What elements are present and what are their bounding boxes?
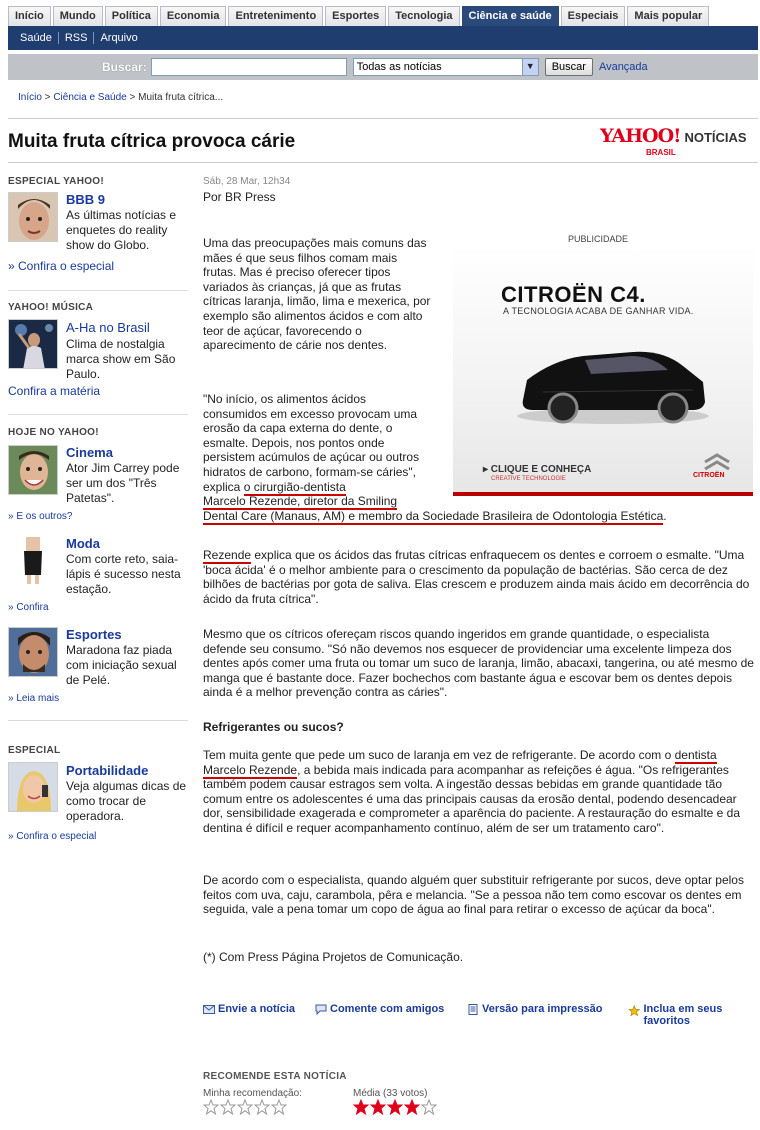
main-tabs [8, 6, 758, 26]
sidebar-desc: Veja algumas dicas de como trocar de operadora. [66, 779, 187, 823]
search-label: Buscar: [102, 60, 147, 74]
bbb-thumbnail[interactable] [8, 192, 58, 242]
star-icon [353, 1099, 369, 1115]
car-image [513, 330, 713, 430]
document-icon [467, 1004, 479, 1015]
email-article-link[interactable]: Envie a notícia [203, 1003, 295, 1015]
tab-especiais[interactable]: Especiais [561, 6, 626, 26]
divider [8, 720, 188, 721]
average-rating-stars [353, 1099, 437, 1115]
page-title: Muita fruta cítrica provoca cárie [8, 131, 296, 152]
star-icon [421, 1099, 437, 1115]
sidebar-title-aha[interactable]: A-Ha no Brasil [66, 320, 150, 335]
divider [8, 290, 188, 291]
my-rating-label: Minha recomendação: [203, 1088, 302, 1099]
yahoo-noticias-logo[interactable] [600, 125, 747, 157]
sidebar-title-cinema[interactable]: Cinema [66, 445, 113, 460]
expert-link[interactable]: Marcelo Rezende, diretor da Smiling [203, 494, 398, 509]
article-paragraph: Uma das preocupações mais comuns das mães é que seus filhos comam mais frutas. Mas é preciso oferecer tipos variados às crianças, já que as frutas cítricas laranja, limão, lima e mexerica, por exemplo são alimentos ácidos e com alto teor de açúcar, favorecendo o aparecimento de cárie nos dentes. [203, 236, 431, 353]
sidebar-title-portabilidade[interactable]: Portabilidade [66, 763, 149, 778]
subnav-arquivo[interactable]: Arquivo [100, 32, 138, 44]
citroen-ad[interactable] [453, 246, 753, 496]
sidebar-heading: YAHOO! MÚSICA [8, 302, 94, 313]
aha-thumbnail[interactable] [8, 319, 58, 369]
article-dateline: Sáb, 28 Mar, 12h34 [203, 176, 291, 187]
sidebar-desc: Clima de nostalgia marca show em São Paulo. [66, 337, 176, 381]
sidebar-title-bbb9[interactable]: BBB 9 [66, 192, 106, 207]
my-rating-stars[interactable] [203, 1099, 287, 1115]
advanced-search-link[interactable]: Avançada [598, 61, 648, 73]
tab-tecnologia[interactable]: Tecnologia [388, 6, 459, 26]
search-bar [8, 54, 758, 80]
citroen-chevron-icon [703, 452, 731, 472]
expert-link[interactable]: Dental Care (Manaus, AM) e membro da Sociedade Brasileira de Odontologia Estética [203, 508, 664, 523]
sidebar-heading: ESPECIAL YAHOO! [8, 176, 105, 187]
rezende-link[interactable]: Rezende [203, 548, 252, 562]
star-icon[interactable] [271, 1099, 287, 1115]
sidebar-heading: ESPECIAL [8, 745, 61, 756]
article-tools [203, 1003, 759, 1029]
subnav-saude[interactable]: Saúde [14, 32, 59, 44]
star-icon[interactable] [237, 1099, 253, 1115]
star-folder-icon [628, 1004, 640, 1018]
dentist-link[interactable]: dentista Marcelo Rezende [203, 748, 717, 777]
ad-subtext: CREATIVE TECHNOLOGIE [491, 476, 566, 482]
tab-economia[interactable]: Economia [160, 6, 227, 26]
search-button[interactable]: Buscar [545, 58, 593, 76]
search-input[interactable] [151, 58, 347, 76]
sidebar-heading: HOJE NO YAHOO! [8, 427, 99, 438]
star-icon[interactable] [203, 1099, 219, 1115]
sidebar-desc: As últimas notícias e enquetes do reality show do Globo. [66, 208, 177, 252]
subnav-rss[interactable]: RSS [59, 32, 95, 44]
ad-accent-line [453, 492, 753, 496]
envelope-icon [203, 1004, 215, 1015]
portabilidade-thumbnail[interactable] [8, 762, 58, 812]
article-byline: Por BR Press [203, 190, 276, 204]
moda-thumbnail[interactable] [8, 535, 58, 585]
tab-mundo[interactable]: Mundo [53, 6, 103, 26]
print-version-link[interactable]: Versão para impressão [467, 1003, 602, 1015]
breadcrumb-section[interactable]: Ciência e Saúde [53, 92, 127, 103]
tab-entretenimento[interactable]: Entretenimento [228, 6, 323, 26]
sidebar-link-confira[interactable]: » Confira [8, 602, 49, 613]
breadcrumb-current: Muita fruta cítrica... [138, 92, 224, 103]
comment-friends-link[interactable]: Comente com amigos [315, 1003, 444, 1015]
expert-link[interactable]: o cirurgião-dentista [243, 479, 346, 494]
sidebar-link-leia-mais[interactable]: » Leia mais [8, 693, 60, 704]
breadcrumb: Início > Ciência e Saúde > Muita fruta cítrica... [18, 92, 224, 103]
sidebar-link-confira-especial-2[interactable]: » Confira o especial [8, 831, 97, 842]
star-icon[interactable] [254, 1099, 270, 1115]
ad-logo-text: CITROËN [693, 472, 725, 479]
sidebar-link-e-os-outros[interactable]: » E os outros? [8, 511, 73, 522]
tab-esportes[interactable]: Esportes [325, 6, 386, 26]
ad-brand: CITROËN C4. [501, 282, 646, 307]
tab-inicio[interactable]: Início [8, 6, 51, 26]
star-icon [404, 1099, 420, 1115]
article-paragraph: Mesmo que os cítricos ofereçam riscos quando ingeridos em grande quantidade, o especialista defende seu consumo. "Só não devemos nos esquecer de providenciar uma excelente limpeza dos dentes após comer uma fruta ou tomar um suco de laranja, limão, abacaxi, tangerina, ou até mesmo de manga que é bastante doce. Fazer bochechos com bastante água e escovar bem os dentes depois ainda é a melhor prevenção contra as cáries". [203, 627, 754, 700]
chevron-down-icon[interactable]: ▼ [522, 59, 538, 75]
article-paragraph: Tem muita gente que pede um suco de laranja em vez de refrigerante. De acordo com o dentista Marcelo Rezende, a bebida mais indicada para acompanhar as refeições é água. "Os refrigerantes também podem causar estragos sem volta. A ingestão dessas bebidas em grande quantidade tão comum entre os adolescentes é uma das principais causas da erosão dental, podendo desencadear dor, sensibilidade exagerada e comprometer a aparência do paciente. A restauração do esmalte e da dentina é difícil e requer acompanhamento contínuo, além de ser um tratamento caro". [203, 748, 741, 835]
speech-bubble-icon [315, 1004, 327, 1015]
divider [8, 162, 758, 163]
sidebar-desc: Ator Jim Carrey pode ser um dos "Três Patetas". [66, 461, 180, 505]
esportes-thumbnail[interactable] [8, 627, 58, 677]
noticias-logo-text: NOTÍCIAS [684, 130, 747, 145]
breadcrumb-home[interactable]: Início [18, 92, 42, 103]
sidebar-title-moda[interactable]: Moda [66, 536, 100, 551]
sidebar-link-confira-materia[interactable]: Confira a matéria [8, 384, 101, 398]
sub-navigation [8, 26, 758, 50]
tab-ciencia-e-saude[interactable]: Ciência e saúde [462, 6, 559, 26]
sidebar-desc: Maradona faz piada com iniciação sexual de Pelé. [66, 643, 177, 687]
average-rating-label: Média (33 votos) [353, 1088, 428, 1099]
tab-politica[interactable]: Política [105, 6, 158, 26]
search-scope-value: Todas as notícias [356, 61, 442, 73]
sidebar-title-esportes[interactable]: Esportes [66, 627, 122, 642]
sidebar-link-confira-especial[interactable]: » Confira o especial [8, 259, 115, 273]
star-icon [387, 1099, 403, 1115]
add-favorites-link[interactable]: Inclua em seus favoritos [628, 1003, 758, 1027]
article-subheading: Refrigerantes ou sucos? [203, 720, 344, 734]
recommend-heading: RECOMENDE ESTA NOTÍCIA [203, 1071, 347, 1082]
sidebar-desc: Com corte reto, saia-lápis é sucesso nesta estação. [66, 552, 181, 596]
article-paragraph: Rezende explica que os ácidos das frutas cítricas enfraquecem os dentes e corroem o esmalte. "Uma 'boca ácida' é o melhor ambiente para o crescimento da população de bactérias. São cerca de dez bilhões de bactérias por gota de saliva. Elas crescem e produzem ainda mais ácido em decorrência do ácido da fruta cítrica". [203, 548, 750, 606]
search-scope-select[interactable] [353, 58, 539, 76]
star-icon [370, 1099, 386, 1115]
divider [8, 118, 758, 119]
ad-label: PUBLICIDADE [568, 234, 629, 244]
ad-slogan: A TECNOLOGIA ACABA DE GANHAR VIDA. [503, 306, 694, 316]
divider [8, 414, 188, 415]
article-credit: (*) Com Press Página Projetos de Comunicação. [203, 950, 464, 964]
cinema-thumbnail[interactable] [8, 445, 58, 495]
article-paragraph: De acordo com o especialista, quando alguém quer substituir refrigerante por sucos, deve optar pelos feitos com uva, caju, carambola, pêra e melancia. "Se a pessoa não tem como escovar os dentes em seguida, vale a pena tomar um copo de água ao final para retirar o excesso de açúcar da boca". [203, 873, 744, 917]
tab-mais-popular[interactable]: Mais popular [627, 6, 709, 26]
star-icon[interactable] [220, 1099, 236, 1115]
ad-cta[interactable]: ▸ CLIQUE E CONHEÇA [483, 464, 592, 475]
yahoo-logo-text: YAHOO! BRASIL [600, 125, 681, 157]
article-paragraph: "No início, os alimentos ácidos consumidos em excesso provocam uma erosão da capa externa do dente, o esmalte. Depois, nos pontos onde persistem acúmulos de açúcar ou outros hidratos de carbono, formam-se cáries", explica o cirurgião-dentista Marcelo Rezende, diretor da Smiling Dental Care (Manaus, AM) e membro da Sociedade Brasileira de Odontologia Estética. [203, 392, 667, 523]
